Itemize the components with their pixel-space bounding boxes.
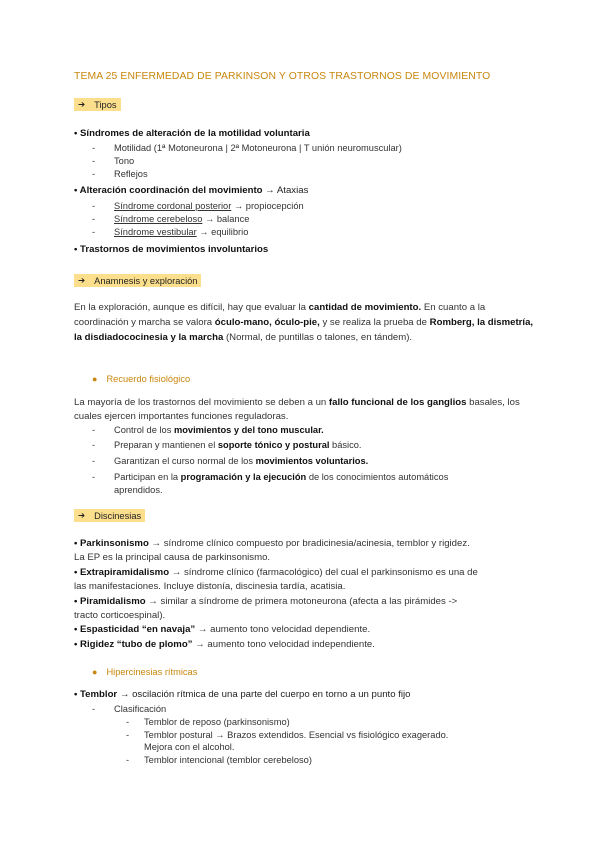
arrow-icon: ➔ — [78, 99, 86, 109]
section-label: Hipercinesias rítmicas — [106, 667, 198, 677]
list-item: - Reflejos — [92, 169, 148, 179]
paragraph: • Extrapiramidalismo → síndrome clínico (farmacológico) del cual el parkinsonismo es una de las manifestaciones. Incluye distonía, discinesia tardía, acatisia. — [74, 567, 478, 592]
bullet-dot-icon: ● — [92, 667, 98, 677]
bullet-heading: • Trastornos de movimientos involuntarios — [74, 244, 269, 255]
paragraph: • Espasticidad “en navaja” → aumento tono velocidad dependiente. — [74, 624, 371, 635]
section-heading-tipos — [74, 98, 121, 111]
list-item: - Temblor intencional (temblor cerebeloso) — [126, 755, 312, 765]
arrow-icon: ➔ — [78, 275, 86, 285]
list-item: - Preparan y mantienen el soporte tónico y postural básico. — [92, 440, 362, 450]
list-item: - Clasificación — [92, 704, 167, 714]
list-item-continuation: Mejora con el alcohol. — [144, 742, 235, 752]
list-item: - Temblor de reposo (parkinsonismo) — [126, 717, 290, 727]
list-item: - Síndrome cerebeloso → balance — [92, 214, 250, 224]
bullet-heading: • Alteración coordinación del movimiento → Ataxias — [74, 185, 309, 196]
list-item-continuation: aprendidos. — [114, 485, 163, 495]
section-heading-anamnesis — [74, 274, 201, 287]
section-label: Recuerdo fisiológico — [106, 374, 191, 384]
bullet-heading: • Temblor → oscilación rítmica de una parte del cuerpo en torno a un punto fijo — [74, 689, 411, 700]
section-heading-discinesias — [74, 509, 145, 522]
section-heading-hipercinesias — [92, 667, 197, 677]
page-title: TEMA 25 ENFERMEDAD DE PARKINSON Y OTROS TRASTORNOS DE MOVIMIENTO — [74, 71, 491, 82]
list-item: - Síndrome vestibular → equilibrio — [92, 227, 249, 237]
paragraph: • Piramidalismo → similar a síndrome de primera motoneurona (afecta a las pirámides -> tracto corticoespinal). — [74, 596, 458, 621]
section-heading-recuerdo — [92, 374, 190, 384]
section-label: Anamnesis y exploración — [94, 275, 198, 286]
bullet-heading: • Síndromes de alteración de la motilidad voluntaria — [74, 128, 310, 139]
section-label: Discinesias — [94, 510, 142, 521]
paragraph: En la exploración, aunque es difícil, hay que evaluar la cantidad de movimiento. En cuanto a la coordinación y marcha se valora óculo-mano, óculo-pie, y se realiza la prueba de Romberg, la dismetría, la disdiadococinesia y la marcha (Normal, de puntillas o talones, en tándem). — [74, 302, 534, 343]
list-item: - Motilidad (1ª Motoneurona | 2ª Motoneurona | T unión neuromuscular) — [92, 143, 402, 153]
list-item: - Temblor postural → Brazos extendidos. Esencial vs fisiológico exagerado. — [126, 730, 449, 740]
list-item: - Garantizan el curso normal de los movimientos voluntarios. — [92, 456, 369, 466]
list-item: - Participan en la programación y la ejecución de los conocimientos automáticos — [92, 472, 449, 482]
list-item: - Control de los movimientos y del tono muscular. — [92, 425, 324, 435]
bullet-dot-icon: ● — [92, 374, 98, 384]
paragraph: La mayoría de los trastornos del movimiento se deben a un fallo funcional de los ganglios basales, los cuales ejercen importantes funciones reguladoras. — [74, 397, 520, 422]
paragraph: • Rigidez “tubo de plomo” → aumento tono velocidad independiente. — [74, 639, 375, 650]
section-label: Tipos — [94, 99, 117, 110]
list-item: - Síndrome cordonal posterior → propiocepción — [92, 201, 304, 211]
list-item: - Tono — [92, 156, 135, 166]
arrow-icon: ➔ — [78, 510, 86, 520]
paragraph: • Parkinsonismo → síndrome clínico compuesto por bradicinesia/acinesia, temblor y rigidez. La EP es la principal causa de parkinsonismo. — [74, 538, 470, 563]
